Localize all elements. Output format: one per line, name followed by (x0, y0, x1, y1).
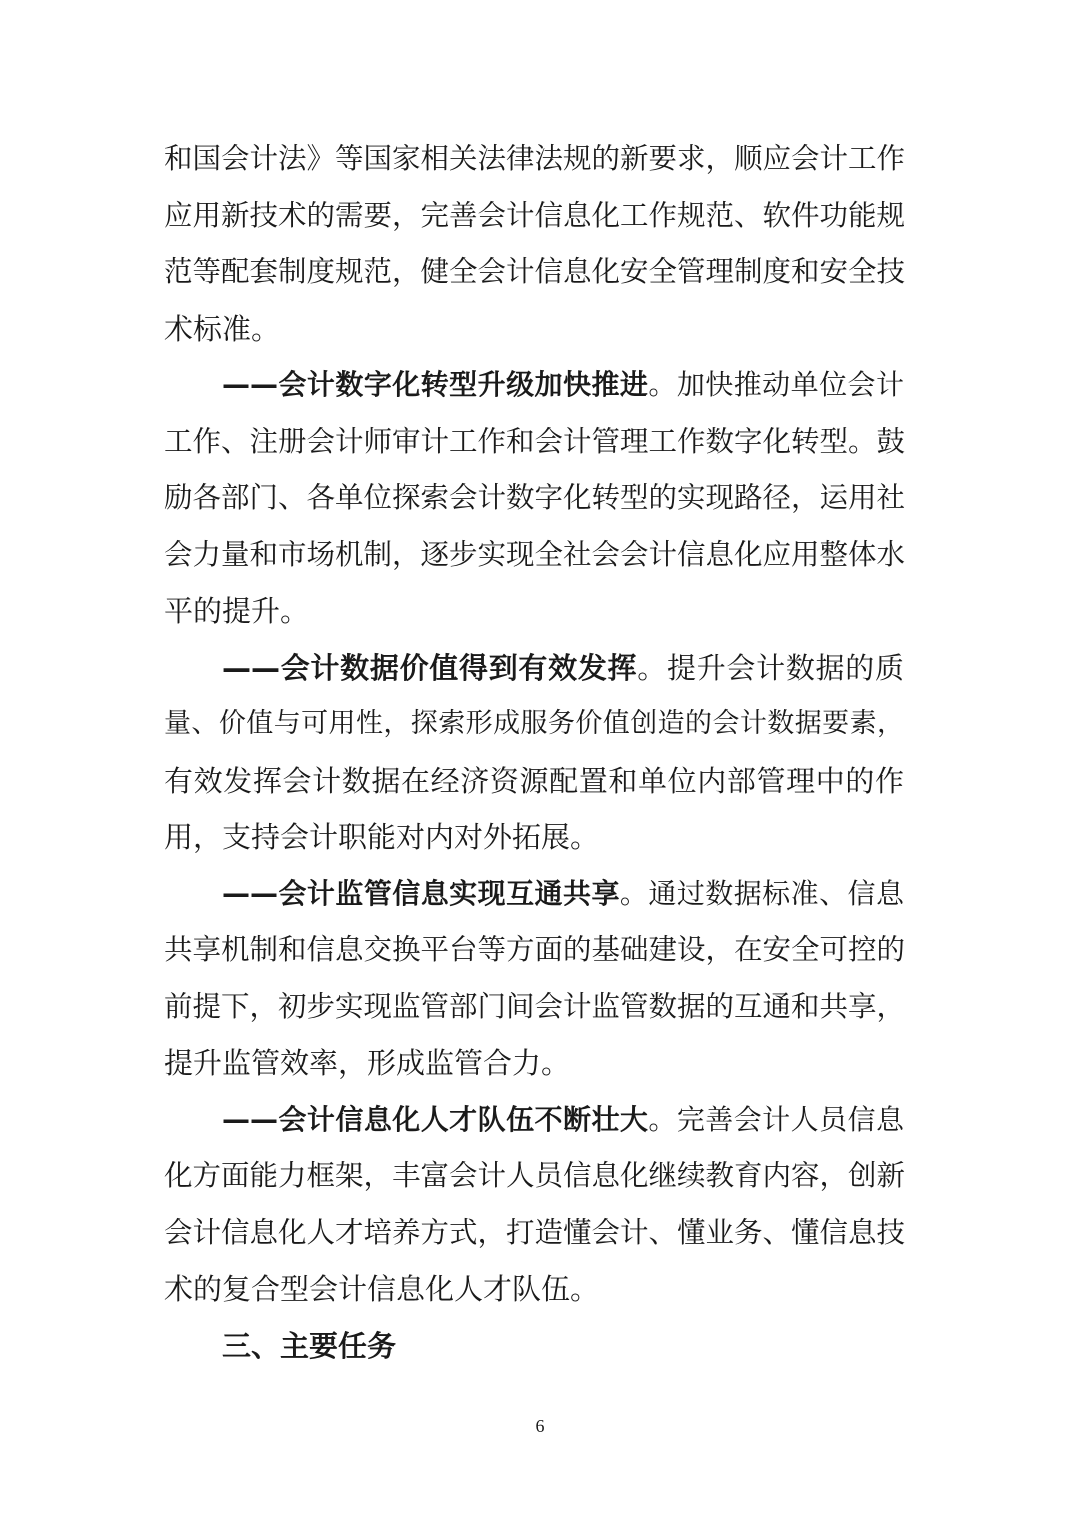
paragraph-line: 量、价值与可用性，探索形成服务价值创造的会计数据要素， (164, 708, 904, 739)
paragraph-line: 和国会计法》等国家相关法律法规的新要求，顺应会计工作 (164, 142, 906, 175)
bold-lead: ——会计数字化转型升级加快推进 (222, 368, 649, 401)
paragraph-line: 应用新技术的需要，完善会计信息化工作规范、软件功能规 (164, 199, 906, 232)
paragraph-line: 术的复合型会计信息化人才队伍。 (164, 1272, 600, 1306)
bold-lead: ——会计数据价值得到有效发挥 (222, 651, 638, 685)
bold-lead: ——会计监管信息实现互通共享 (222, 877, 620, 910)
paragraph-line: 平的提升。 (164, 594, 310, 628)
paragraph-line: 有效发挥会计数据在经济资源配置和单位内部管理中的作 (164, 764, 904, 798)
paragraph-line: 用，支持会计职能对内对外拓展。 (164, 820, 600, 854)
page-number: 6 (535, 1416, 545, 1436)
paragraph-line: 会计信息化人才培养方式，打造懂会计、懂业务、懂信息技 (164, 1216, 906, 1249)
section-heading: 三、主要任务 (222, 1329, 397, 1363)
paragraph-line: 前提下，初步实现监管部门间会计监管数据的互通和共享， (164, 990, 906, 1023)
paragraph-line: ——会计数字化转型升级加快推进。加快推动单位会计 (222, 368, 904, 401)
paragraph-line: ——会计数据价值得到有效发挥。提升会计数据的质 (222, 651, 904, 685)
paragraph-line: 化方面能力框架，丰富会计人员信息化继续教育内容，创新 (164, 1159, 906, 1192)
paragraph-line: 会力量和市场机制，逐步实现全社会会计信息化应用整体水 (164, 538, 906, 571)
paragraph-line: 提升监管效率，形成监管合力。 (164, 1046, 571, 1080)
paragraph-line: ——会计信息化人才队伍不断壮大。完善会计人员信息 (222, 1103, 904, 1136)
paragraph-line: 工作、注册会计师审计工作和会计管理工作数字化转型。鼓 (164, 425, 906, 458)
paragraph-line: ——会计监管信息实现互通共享。通过数据标准、信息 (222, 877, 904, 910)
bold-lead: ——会计信息化人才队伍不断壮大 (222, 1103, 649, 1136)
paragraph-line: 术标准。 (164, 312, 281, 346)
paragraph-line: 励各部门、各单位探索会计数字化转型的实现路径，运用社 (164, 481, 906, 514)
paragraph-line: 共享机制和信息交换平台等方面的基础建设，在安全可控的 (164, 933, 906, 966)
paragraph-line: 范等配套制度规范，健全会计信息化安全管理制度和安全技 (164, 255, 906, 288)
